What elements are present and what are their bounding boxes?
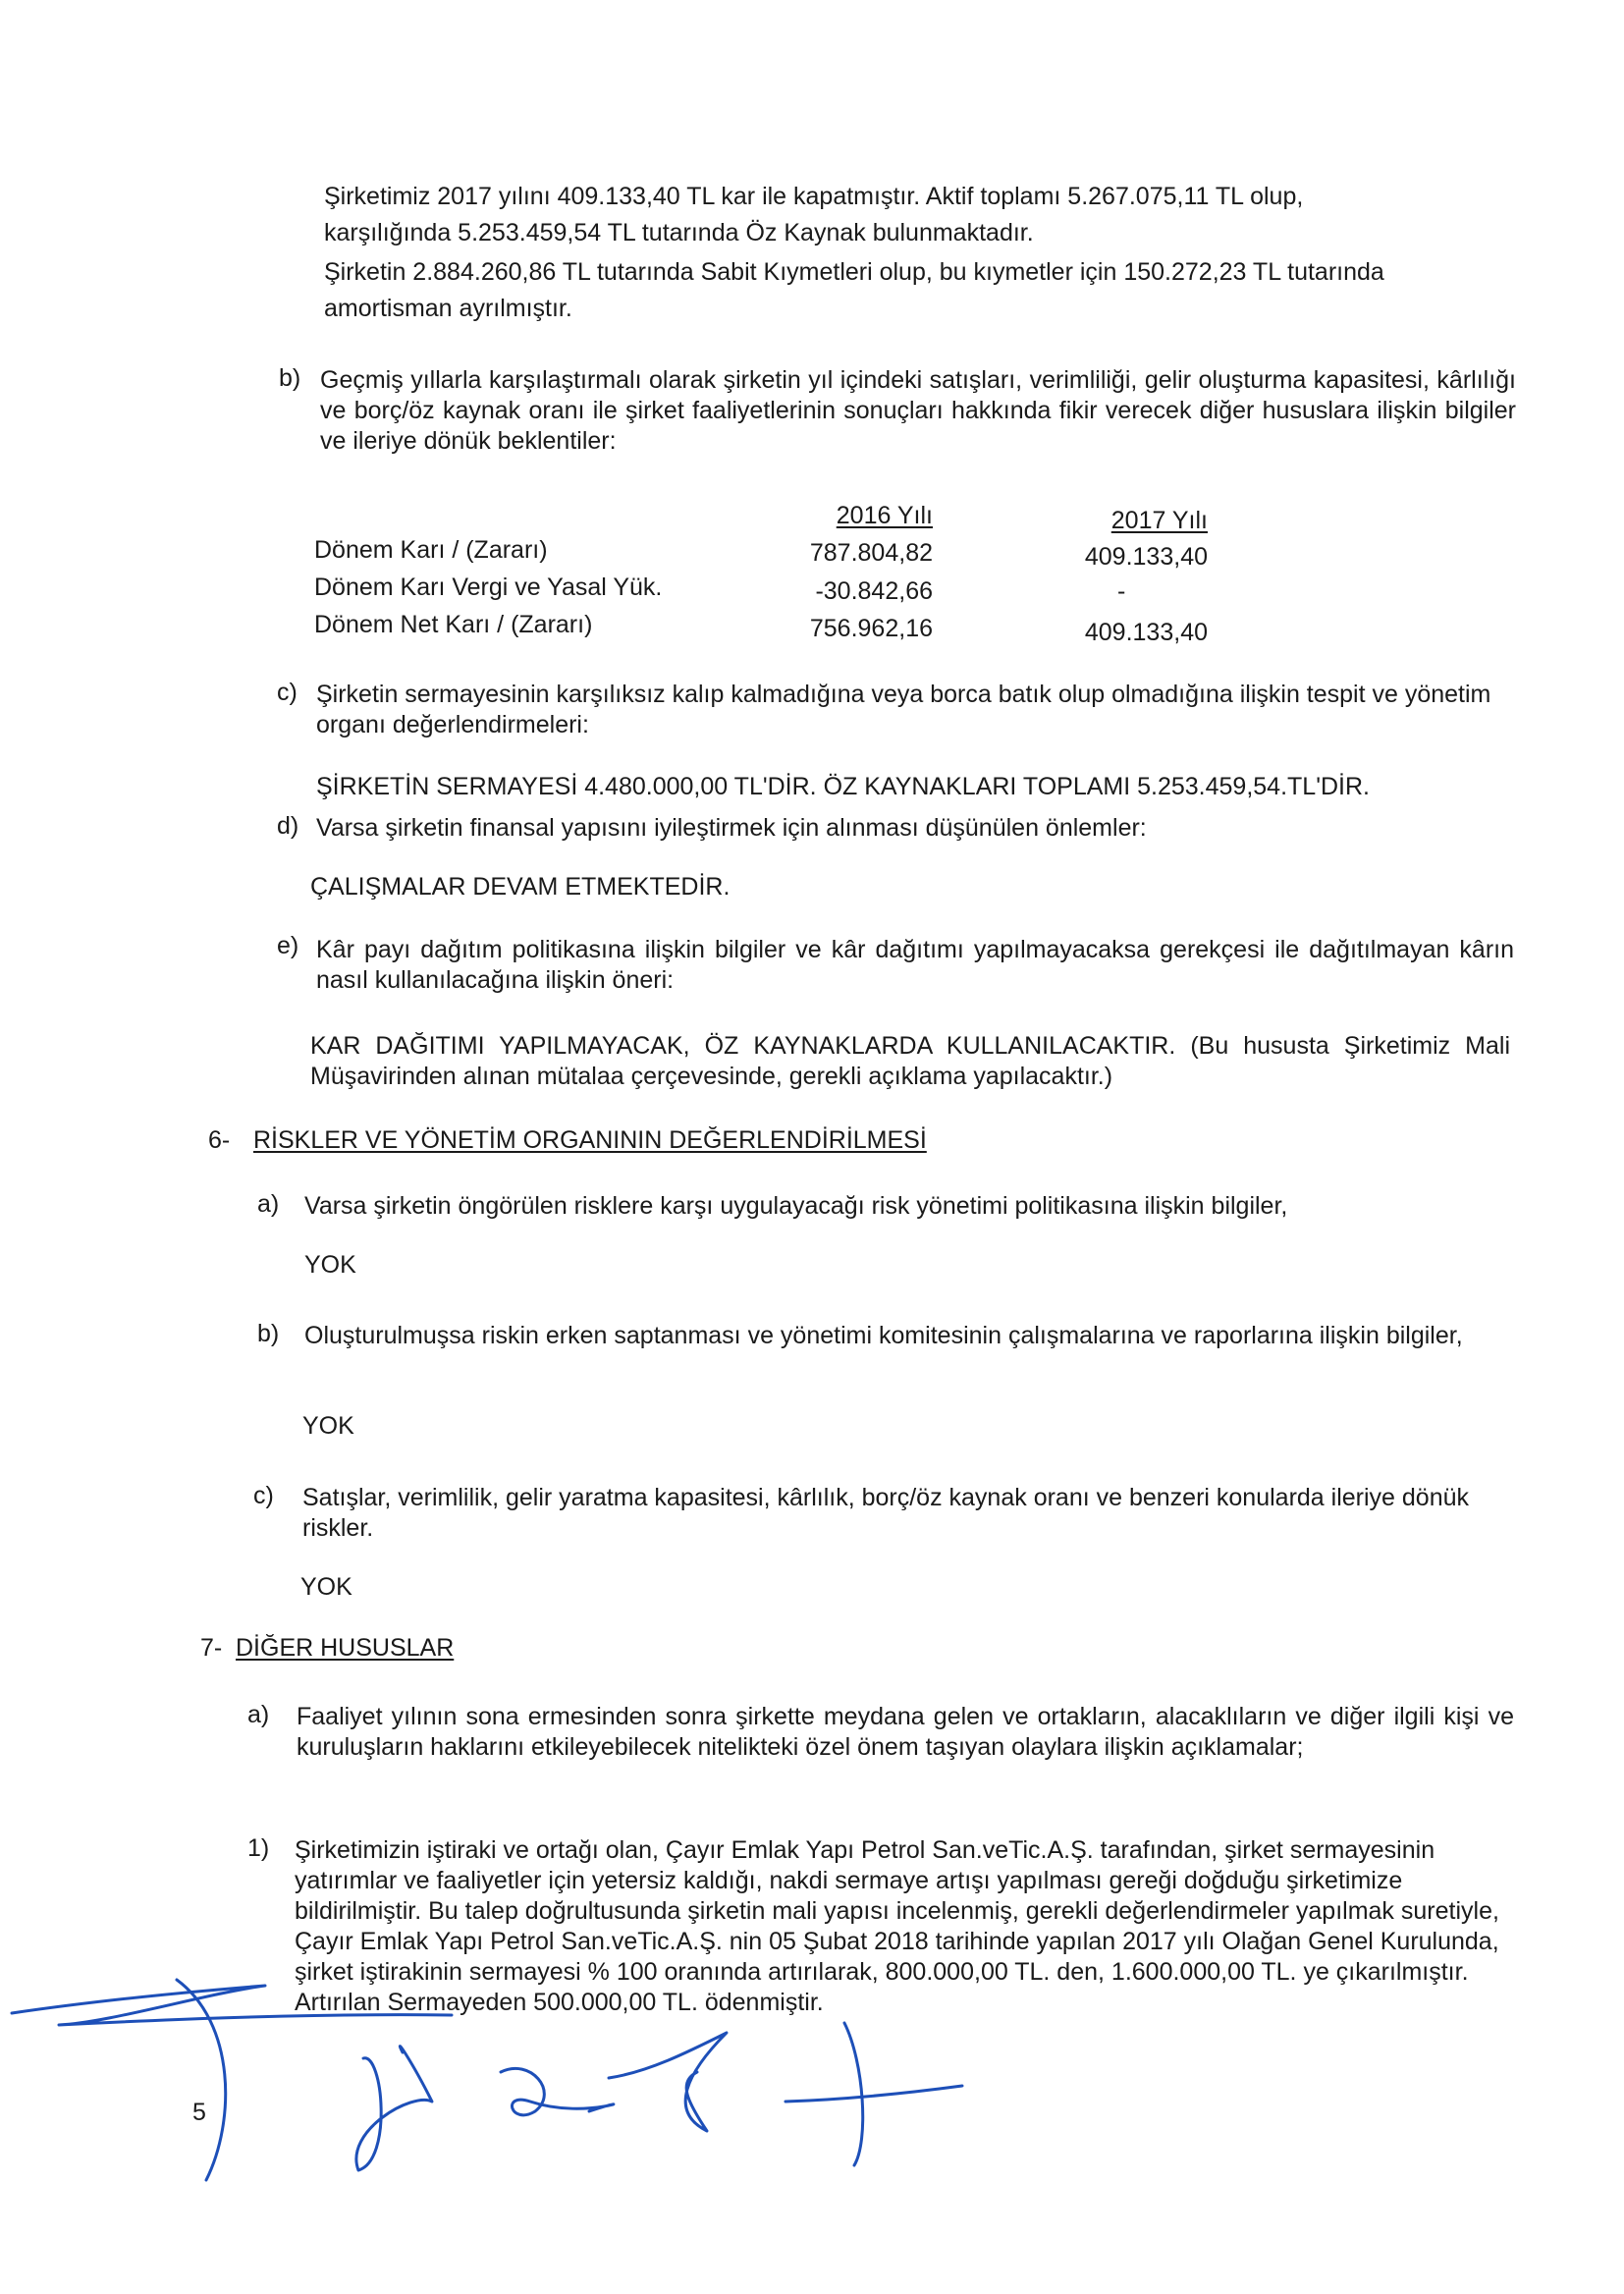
intro-line-3: Şirketin 2.884.260,86 TL tutarında Sabit Kıymetleri olup, bu kıymetler için 150.272,23 TL tutarında (324, 258, 1384, 286)
intro-line-4: amortisman ayrılmıştır. (324, 295, 572, 322)
item-marker-e: e) (277, 932, 299, 959)
risk-marker-a: a) (257, 1190, 280, 1218)
table-cell-2016: 756.962,16 (809, 615, 933, 642)
risk-b-answer: YOK (302, 1412, 354, 1440)
table-cell-2016: 787.804,82 (809, 539, 933, 567)
intro-line-2: karşılığında 5.253.459,54 TL tutarında Öz Kaynak bulunmaktadır. (324, 219, 1034, 246)
item-e-answer: KAR DAĞITIMI YAPILMAYACAK, ÖZ KAYNAKLARDA KULLANILACAKTIR. (Bu hususta Şirketimiz Mali Müşavirinden alınan mütalaa çerçevesinde, gerekli açıklama yapılacaktır.) (310, 1032, 1510, 1090)
table-header-2017: 2017 Yılı (1110, 507, 1208, 534)
risk-b-text: Oluşturulmuşsa riskin erken saptanması ve yönetimi komitesinin çalışmalarına ve raporlarına ilişkin bilgiler, (304, 1322, 1463, 1349)
signature-1-stroke-b (177, 1980, 226, 2180)
table-cell-2017: - (1117, 577, 1126, 605)
item-marker-c: c) (277, 679, 298, 706)
table-cell-2017: 409.133,40 (1084, 619, 1208, 646)
risk-a-answer: YOK (304, 1251, 356, 1279)
signature-4 (609, 2033, 727, 2131)
other-a-text: Faaliyet yılının sona ermesinden sonra şirkette meydana gelen ve ortakların, alacaklıların ve diğer ilgili kişi ve kuruluşların haklarını etkileyebilecek nitelikteki özel önem taşıyan olaylara ilişkin açıklamalar; (297, 1703, 1514, 1761)
item-marker-b: b) (279, 364, 301, 392)
risk-c-text: Satışlar, verimlilik, gelir yaratma kapasitesi, kârlılık, borç/öz kaynak oranı ve benzeri konularda ileriye dönük riskler. (302, 1484, 1470, 1542)
signature-3 (501, 2068, 614, 2114)
item-d-answer: ÇALIŞMALAR DEVAM ETMEKTEDİR. (310, 873, 731, 901)
item-c-text: Şirketin sermayesinin karşılıksız kalıp kalmadığına veya borca batık olup olmadığına ilişkin tespit ve yönetim organı değerlendirmeleri: (316, 681, 1491, 738)
table-header-2016: 2016 Yılı (836, 502, 933, 529)
table-row-label: Dönem Net Karı / (Zararı) (314, 611, 593, 638)
table-cell-2016: -30.842,66 (815, 577, 933, 605)
section-6-title: RİSKLER VE YÖNETİM ORGANININ DEĞERLENDİRİLMESİ (253, 1126, 927, 1154)
paragraph-marker-1: 1) (247, 1834, 270, 1862)
risk-c-answer: YOK (300, 1573, 352, 1601)
section-7-title: DİĞER HUSUSLAR (236, 1634, 455, 1662)
signature-5-bar (785, 2086, 962, 2102)
paragraph-1-text: Şirketimizin iştiraki ve ortağı olan, Çayır Emlak Yapı Petrol San.veTic.A.Ş. tarafından, şirket sermayesinin yatırımlar ve faaliyetler için yetersiz kaldığı, nakdi sermaye artışı yapılması gereği doğduğu şirketimize bildirilmiştir. Bu talep doğrultusunda şirketin mali yapısı incelenmiş, gerekli değerlendirmeler yapılmak suretiyle, Çayır Emlak Yapı Petrol San.veTic.A.Ş. nin 05 Şubat 2018 tarihinde yapılan 2017 yılı Olağan Genel Kurulunda, şirket iştirakinin sermayesi % 100 oranında artırılarak, 800.000,00 TL. den, 1.600.000,00 TL. ye çıkarılmıştır. Artırılan Sermayeden 500.000,00 TL. ödenmiştir. (295, 1836, 1499, 2016)
signature-5 (844, 2023, 863, 2165)
table-row-label: Dönem Karı Vergi ve Yasal Yük. (314, 574, 663, 601)
item-c-answer: ŞİRKETİN SERMAYESİ 4.480.000,00 TL'DİR. ÖZ KAYNAKLARI TOPLAMI 5.253.459,54.TL'DİR. (316, 773, 1370, 800)
risk-marker-c: c) (253, 1482, 274, 1509)
risk-marker-b: b) (257, 1320, 280, 1347)
other-marker-a: a) (247, 1701, 270, 1728)
section-7-number: 7- (200, 1634, 223, 1662)
table-cell-2017: 409.133,40 (1084, 543, 1208, 571)
table-row-label: Dönem Karı / (Zararı) (314, 536, 548, 564)
item-e-text: Kâr payı dağıtım politikasına ilişkin bilgiler ve kâr dağıtımı yapılmayacaksa gerekçesi ile dağıtılmayan kârın nasıl kullanılacağına ilişkin öneri: (316, 936, 1514, 994)
risk-a-text: Varsa şirketin öngörülen risklere karşı uygulayacağı risk yönetimi politikasına ilişkin bilgiler, (304, 1192, 1288, 1220)
section-6-number: 6- (208, 1126, 231, 1154)
signature-2 (356, 2047, 432, 2170)
page-number: 5 (192, 2099, 206, 2126)
item-marker-d: d) (277, 812, 299, 840)
item-b-text: Geçmiş yıllarla karşılaştırmalı olarak şirketin yıl içindeki satışları, verimliliği, gelir oluşturma kapasitesi, kârlılığı ve borç/öz kaynak oranı ile şirket faaliyetlerinin sonuçları hakkında fikir verecek diğer hususlara ilişkin bilgiler ve ileriye dönük beklentiler: (320, 366, 1516, 455)
item-d-text: Varsa şirketin finansal yapısını iyileştirmek için alınması düşünülen önlemler: (316, 814, 1147, 842)
intro-line-1: Şirketimiz 2017 yılını 409.133,40 TL kar ile kapatmıştır. Aktif toplamı 5.267.075,11 TL olup, (324, 183, 1304, 210)
